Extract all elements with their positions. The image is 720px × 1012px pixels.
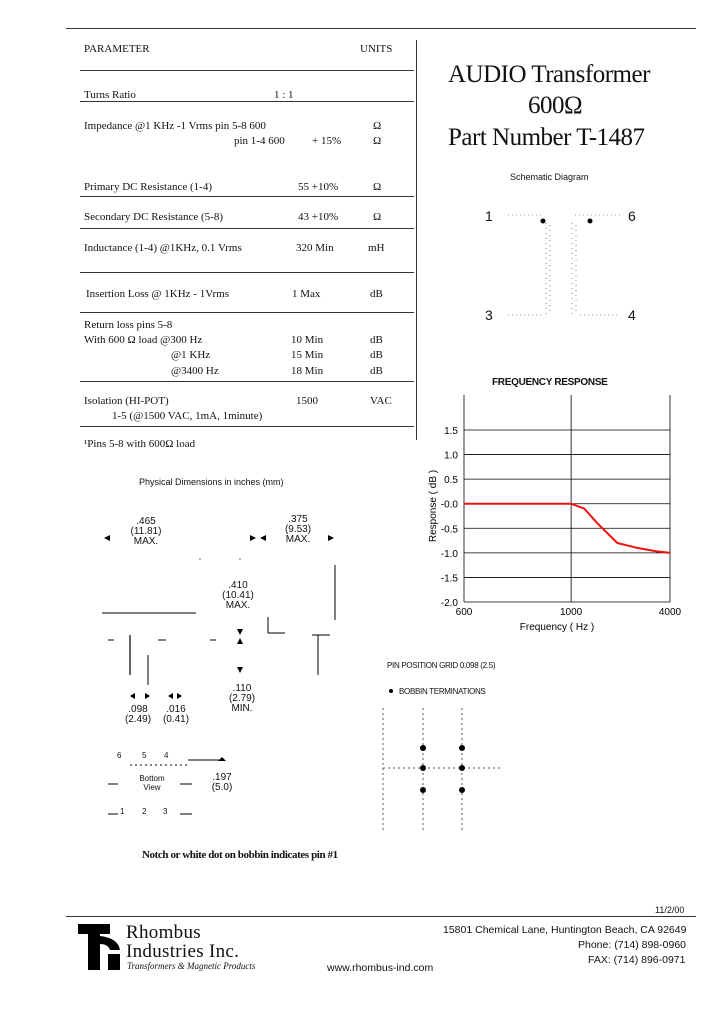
dim-410-inch: .410	[228, 580, 248, 591]
row-rule	[80, 381, 414, 382]
company-name-line1: Rhombus	[126, 922, 201, 943]
y-axis-label: Response ( dB )	[428, 469, 439, 543]
title-line3: Part Number T-1487	[448, 124, 645, 151]
dim-465-mm: (11.81)	[130, 526, 162, 537]
isolation-label2: 1-5 (@1500 VAC, 1mA, 1minute)	[112, 410, 263, 422]
x-tick-label: 600	[455, 607, 473, 618]
phase-dot-secondary	[588, 219, 593, 224]
y-tick-label: -0.0	[440, 499, 458, 511]
pin-3-label: 3	[163, 807, 168, 816]
pin-4-label: 4	[164, 751, 169, 760]
dim-197-mm: (5.0)	[211, 782, 233, 793]
footnote: ¹Pins 5-8 with 600Ω load	[84, 438, 196, 450]
return-loss-1k-unit: dB	[370, 349, 383, 361]
isolation-value: 1500	[296, 395, 318, 407]
return-loss-1k-value: 15 Min	[291, 349, 324, 361]
y-tick-label: 1.5	[444, 426, 458, 437]
dim-375-inch: .375	[288, 514, 308, 525]
impedance-unit2: Ω	[373, 135, 382, 147]
y-tick-label: -2.0	[440, 598, 458, 609]
turns-ratio-value: 1 : 1	[274, 89, 294, 101]
row-rule	[80, 426, 414, 427]
primary-dc-value: 55 +10%	[298, 181, 339, 193]
return-loss-3400-label: @3400 Hz	[171, 365, 219, 377]
dim-016-inch: .016	[166, 704, 186, 715]
dim-110-mm: (2.79)	[228, 693, 256, 704]
x-axis-label: Frequency ( Hz )	[519, 622, 595, 633]
dim-197-inch: .197	[212, 772, 232, 783]
row-rule	[80, 228, 414, 229]
schematic-pin-3: 3	[485, 307, 493, 323]
parameter-header: PARAMETER	[84, 43, 150, 55]
rhombus-logo-icon	[78, 924, 122, 972]
return-loss-300-value: 10 Min	[291, 334, 324, 346]
pin-grid	[380, 700, 505, 835]
pin-6-label: 6	[117, 751, 122, 760]
title-line2: 600Ω	[528, 92, 583, 119]
row-rule	[80, 272, 414, 273]
dim-375-max: MAX.	[285, 534, 311, 545]
return-loss-3400-unit: dB	[370, 365, 383, 377]
return-loss-300-unit: dB	[370, 334, 383, 346]
transformer-symbol	[500, 205, 630, 325]
dim-110-min: MIN.	[231, 703, 253, 714]
inductance-value: 320 Min	[296, 242, 334, 254]
impedance-label2: pin 1-4 600	[234, 135, 285, 147]
x-tick-label: 1000	[559, 607, 583, 618]
pin-note: Notch or white dot on bobbin indicates pin #1	[142, 849, 338, 861]
title-line1: AUDIO Transformer	[448, 61, 650, 88]
secondary-dc-value: 43 +10%	[298, 211, 339, 223]
header-rule	[80, 70, 414, 71]
frequency-response-chart	[420, 395, 710, 635]
dim-375-mm: (9.53)	[284, 524, 312, 535]
company-tagline: Transformers & Magnetic Products	[127, 961, 256, 971]
turns-ratio-label: Turns Ratio	[84, 89, 136, 101]
impedance-tolerance: + 15%	[312, 135, 342, 147]
y-tick-label: -1.5	[440, 573, 458, 585]
dim-098-inch: .098	[128, 704, 148, 715]
units-header: UNITS	[360, 43, 393, 55]
dim-465-inch: .465	[136, 516, 156, 527]
schematic-pin-4: 4	[628, 307, 636, 323]
dimension-drawing	[90, 525, 350, 825]
return-loss-3400-value: 18 Min	[291, 365, 324, 377]
company-name-line2: Industries Inc.	[126, 941, 240, 962]
pin-2-label: 2	[142, 807, 147, 816]
primary-dc-label: Primary DC Resistance (1-4)	[84, 181, 212, 193]
schematic-title: Schematic Diagram	[510, 172, 589, 182]
footer-rule	[66, 916, 696, 917]
dim-110-inch: .110	[232, 683, 252, 694]
y-tick-label: -1.0	[440, 548, 458, 560]
insertion-loss-unit: dB	[370, 288, 383, 300]
bobbin-termination-icon	[389, 689, 393, 693]
secondary-dc-unit: Ω	[373, 211, 382, 223]
company-phone: Phone: (714) 898-0960	[578, 939, 686, 951]
row-rule	[80, 196, 414, 197]
grid-title: PIN POSITION GRID 0.098 (2.5)	[387, 661, 496, 670]
pin-5-label: 5	[142, 751, 147, 760]
x-tick-label: 4000	[658, 607, 682, 618]
dim-410-mm: (10.41)	[222, 590, 254, 601]
return-loss-300-label: With 600 Ω load @300 Hz	[84, 334, 203, 346]
isolation-label: Isolation (HI-POT)	[84, 395, 169, 407]
chart-title: FREQUENCY RESPONSE	[492, 377, 608, 388]
impedance-unit: Ω	[373, 120, 382, 132]
row-rule	[80, 312, 414, 313]
phase-dot-primary	[541, 219, 546, 224]
secondary-dc-label: Secondary DC Resistance (5-8)	[84, 211, 223, 223]
primary-dc-unit: Ω	[373, 181, 382, 193]
return-loss-label: Return loss pins 5-8	[84, 319, 173, 331]
dim-016-mm: (0.41)	[162, 714, 190, 725]
y-tick-label: 1.0	[444, 450, 458, 462]
company-address: 15801 Chemical Lane, Huntington Beach, CA 92649	[443, 924, 687, 936]
inductance-unit: mH	[368, 242, 385, 254]
dim-465-max: MAX.	[133, 536, 159, 547]
document-date: 11/2/00	[655, 905, 685, 915]
bottom-view-label: Bottom View	[139, 774, 165, 792]
company-fax: FAX: (714) 896-0971	[588, 954, 686, 966]
dim-410-max: MAX.	[225, 600, 251, 611]
grid-legend: BOBBIN TERMINATIONS	[399, 687, 486, 696]
schematic-pin-1: 1	[485, 208, 493, 224]
column-divider	[416, 40, 417, 440]
row-rule	[80, 101, 414, 102]
dim-098-mm: (2.49)	[124, 714, 152, 725]
schematic-pin-6: 6	[628, 208, 636, 224]
y-tick-label: -0.5	[440, 524, 458, 536]
y-tick-label: 0.5	[444, 475, 458, 487]
isolation-unit: VAC	[370, 395, 392, 407]
company-website[interactable]: www.rhombus-ind.com	[327, 962, 434, 974]
inductance-label: Inductance (1-4) @1KHz, 0.1 Vrms	[84, 242, 242, 254]
return-loss-1k-label: @1 KHz	[171, 349, 211, 361]
pin-1-label: 1	[120, 807, 125, 816]
top-rule	[66, 28, 696, 29]
dimensions-title: Physical Dimensions in inches (mm)	[139, 477, 284, 487]
impedance-label: Impedance @1 KHz -1 Vrms pin 5-8 600	[84, 120, 266, 132]
insertion-loss-value: 1 Max	[292, 288, 321, 300]
insertion-loss-label: Insertion Loss @ 1KHz - 1Vrms	[86, 288, 229, 300]
